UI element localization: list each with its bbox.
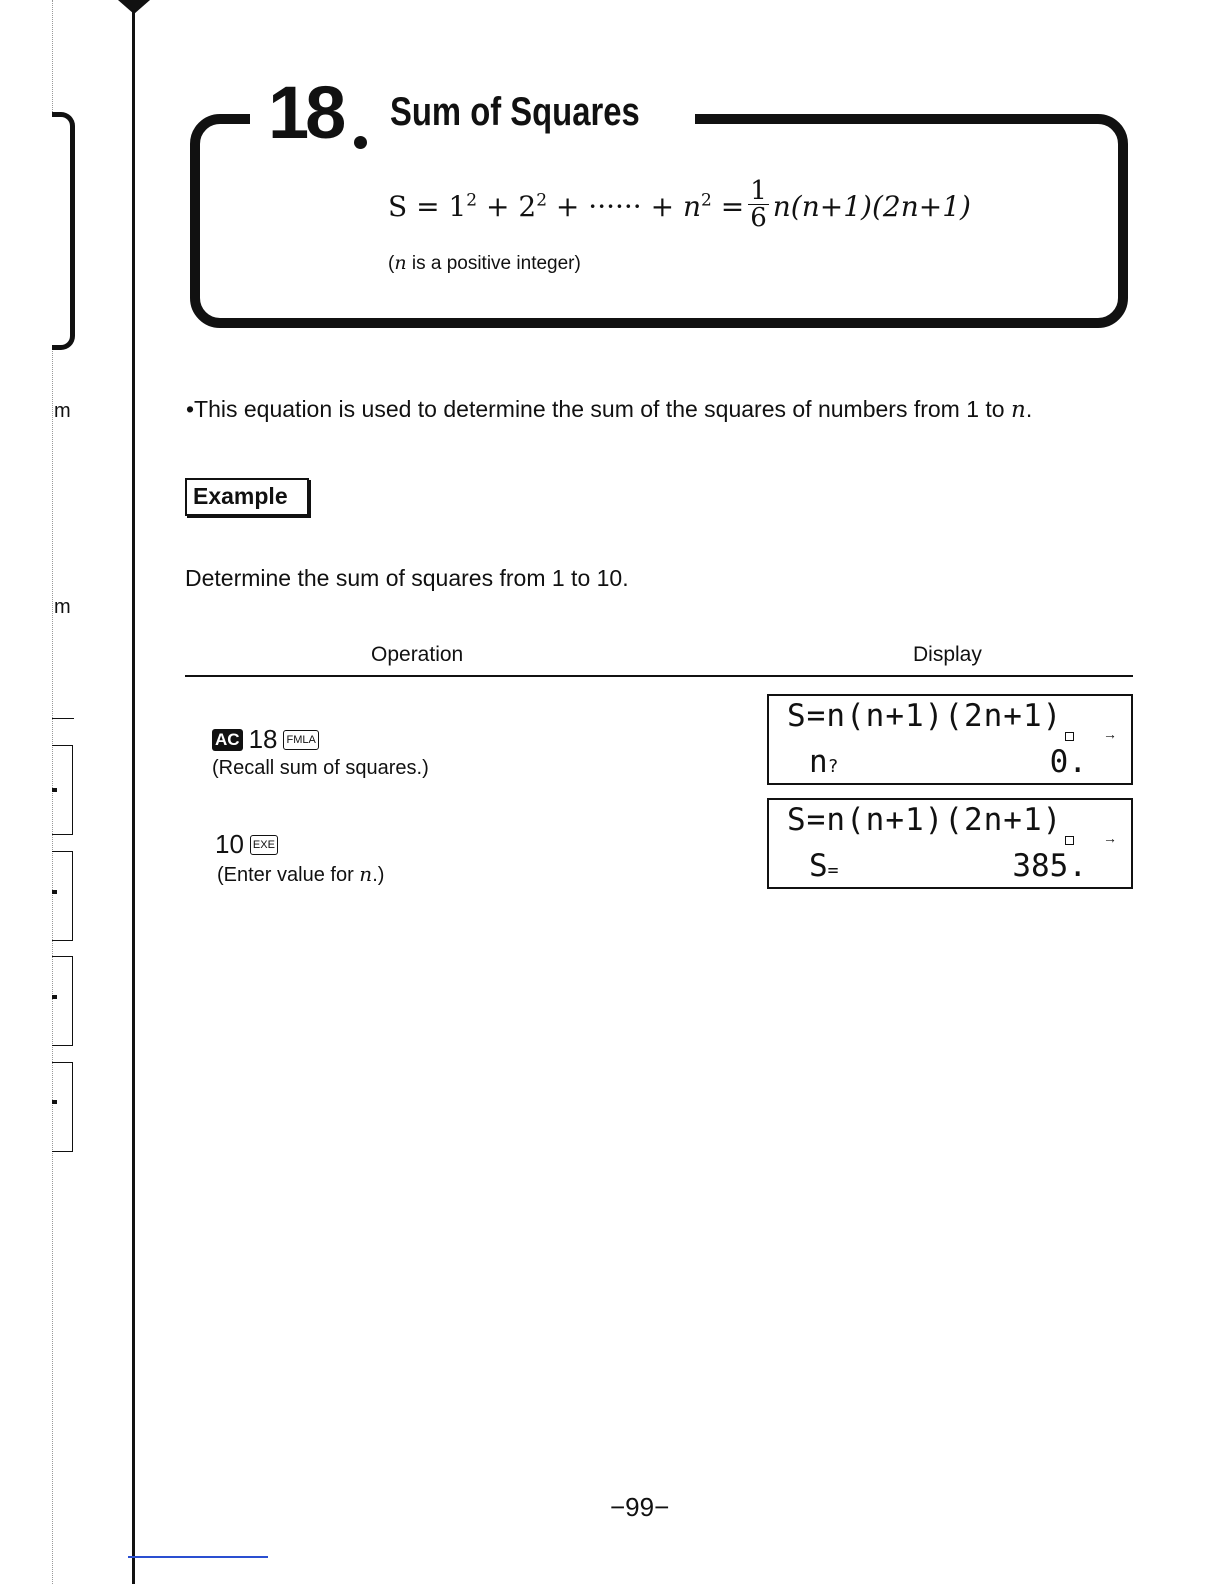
step-note: (Enter value for n.): [217, 862, 385, 886]
section-title: Sum of Squares: [390, 90, 640, 134]
margin-dot: [52, 995, 57, 999]
binding-line: [132, 0, 135, 1584]
section-number: 18: [268, 71, 343, 154]
formula-condition: (n is a positive integer): [388, 252, 581, 274]
margin-letter: m: [54, 596, 71, 618]
exe-key-icon: EXE: [250, 835, 278, 855]
step-input: 18: [248, 724, 278, 754]
arrow-right-icon: →: [1103, 830, 1117, 846]
ac-key-icon: AC: [212, 729, 243, 751]
page-number: −99−: [610, 1492, 670, 1522]
display-formula: S=n(n+1)(2n+1): [787, 698, 1063, 734]
step-input: 10: [215, 829, 244, 859]
display-value: 385.: [1012, 848, 1087, 884]
step-keys: [212, 724, 319, 755]
cursor-mark-icon: [1065, 836, 1074, 845]
step-note: (Recall sum of squares.): [212, 757, 429, 779]
display-variable: n?: [809, 744, 839, 780]
calculator-display: [767, 694, 1133, 785]
column-header-operation: Operation: [371, 643, 464, 666]
arrow-right-icon: →: [1103, 726, 1117, 742]
binding-foot: [128, 1556, 268, 1558]
fmla-key-icon: FMLA: [283, 730, 318, 750]
column-header-display: Display: [913, 643, 982, 666]
calculator-display: [767, 798, 1133, 889]
margin-box: [52, 1062, 73, 1152]
example-question: Determine the sum of squares from 1 to 10.: [185, 565, 629, 591]
margin-rule: [52, 718, 74, 719]
display-value: 0.: [1049, 744, 1087, 780]
formula: $S = 1^2 + 2^2$ + ······ + $n^2$ = $\frac{1}{6}$ n(n+1)(2n+1): [388, 176, 971, 233]
margin-dot: [52, 890, 57, 894]
cursor-mark-icon: [1065, 732, 1074, 741]
margin-letter: m: [54, 400, 71, 422]
side-tab: [52, 112, 75, 350]
example-label: Example: [193, 483, 288, 509]
step-keys: [215, 829, 278, 860]
display-variable: S=: [809, 848, 839, 884]
margin-dot: [52, 788, 57, 792]
margin-dot: [52, 1100, 57, 1104]
description: •This equation is used to determine the sum of the squares of numbers from 1 to n.: [186, 396, 1033, 423]
margin-box: [52, 956, 73, 1046]
fraction: $\frac{1}{6}$: [750, 176, 767, 233]
binding-cap: [118, 0, 150, 14]
header-rule: [185, 675, 1133, 677]
section-number-dot: [354, 136, 367, 149]
margin-box: [52, 851, 73, 941]
display-formula: S=n(n+1)(2n+1): [787, 802, 1063, 838]
